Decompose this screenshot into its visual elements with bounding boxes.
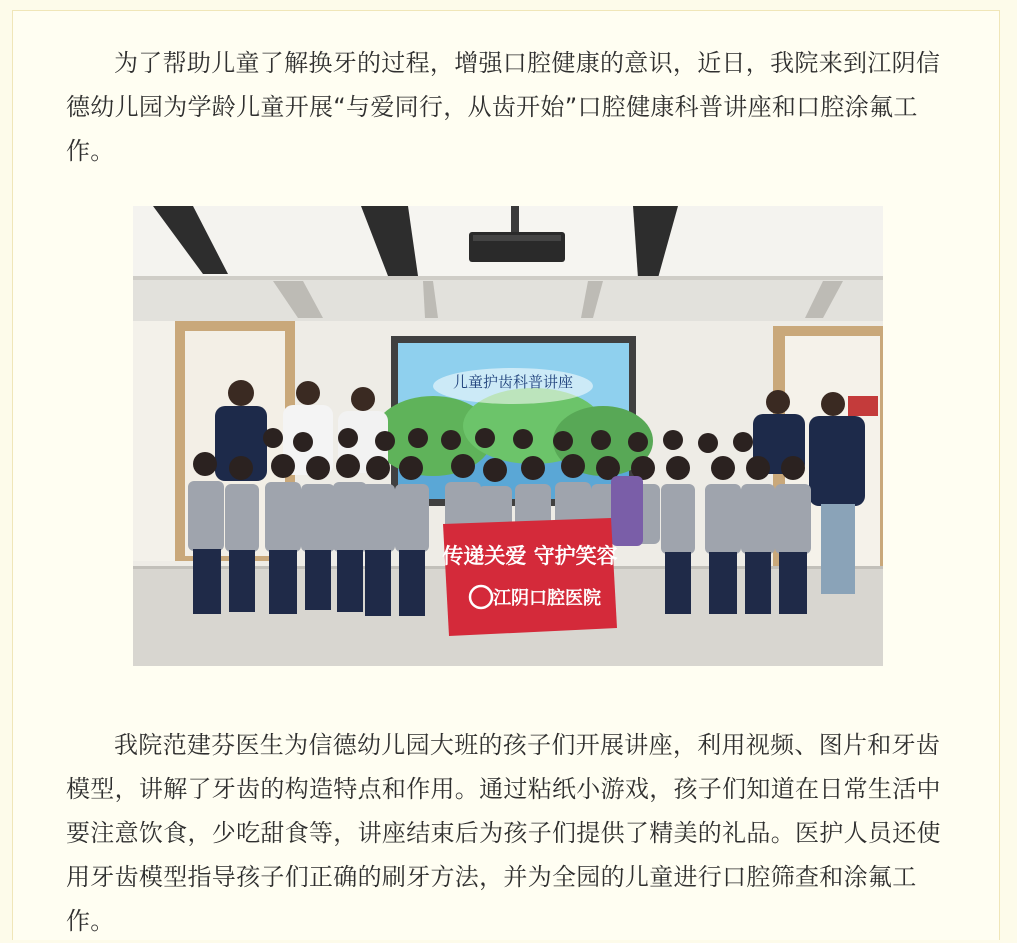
- banner-slogan: 传递关爱 守护笑容: [442, 544, 618, 568]
- article-paragraph-body: 我院范建芬医生为信德幼儿园大班的孩子们开展讲座，利用视频、图片和牙齿模型，讲解了牙齿的构造特点和作用。通过粘纸小游戏，孩子们知道在日常生活中要注意饮食，少吃甜食等，讲座结束后为孩子们提供了精美的礼品。医护人员还使用牙齿模型指导孩子们正确的刷牙方法，并为全园的儿童进行口腔筛查和涂氟工作。: [66, 731, 941, 935]
- screen-title: 儿童护齿科普讲座: [452, 373, 574, 391]
- article-paragraph-intro: 为了帮助儿童了解换牙的过程，增强口腔健康的意识，近日，我院来到江阴信德幼儿园为学龄儿童开展“与爱同行，从齿开始”口腔健康科普讲座和口腔涂氟工作。: [66, 49, 941, 165]
- banner-hospital-name: 江阴口腔医院: [493, 588, 601, 609]
- red-banner: [441, 518, 617, 636]
- event-group-photo: [133, 206, 883, 666]
- photo-illustration: [133, 206, 883, 666]
- article-card: [12, 10, 1000, 940]
